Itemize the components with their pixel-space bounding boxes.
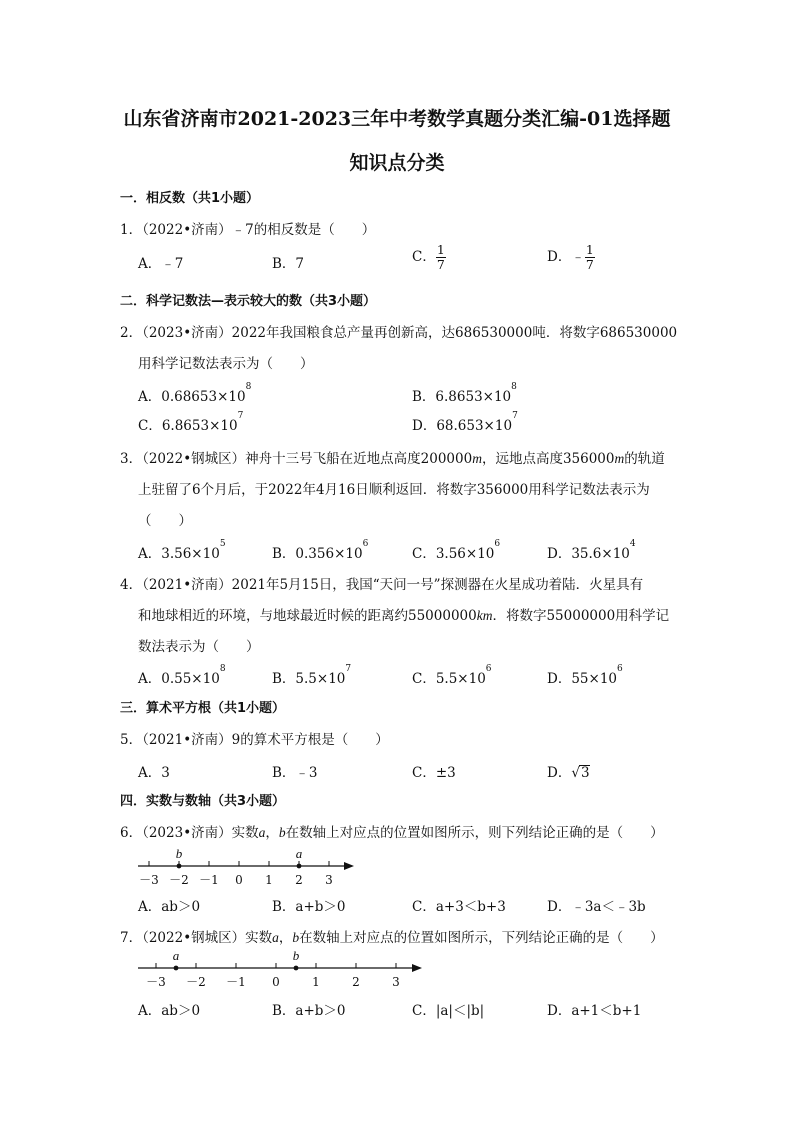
q2-option-c: C．$6.8653\times 10^7$ [138,411,244,434]
question-2-line-2: 用科学记数法表示为（ ） [138,356,314,372]
question-4-line-2: 和地球相近的环境，与地球最近时候的距离约55000000km．将数字55000000用科学记 [138,608,670,624]
tick-label: 3 [392,975,400,989]
question-7-stem: 7．（2022•钢城区）实数a，b在数轴上对应点的位置如图所示，下列结论正确的是（ ） [120,930,664,946]
fraction: $\frac{1}{7}$ [436,242,445,272]
q6-option-a: A．ab＞0 [138,899,201,915]
q1-option-a: A．﹣7 [138,256,184,272]
point-label-a: a [295,846,303,861]
q3-option-d: D．$35.6\times 10^4$ [547,539,636,562]
arrow-icon [412,964,422,972]
q6-option-d: D．﹣3a＜﹣3b [547,899,646,915]
q1-option-b: B．7 [272,256,305,272]
q1-option-d: D．﹣ $\frac{1}{7}$ [547,242,594,272]
q2-option-a: A．$0.68653\times 10^8$ [138,382,252,405]
tick-label: 2 [295,873,303,887]
question-2-line-1: 2．（2023•济南）2022年我国粮食总产量再创新高，达686530000吨．将数字686530000 [120,325,678,341]
q7-option-b: B．a+b＞0 [272,1003,346,1019]
tick-label: 1 [265,873,273,887]
q3-option-b: B．$0.356\times 10^6$ [272,539,369,562]
q3-option-a: A．$3.56\times 10^5$ [138,539,226,562]
section-heading: 二．科学记数法—表示较大的数（共3小题） [120,294,377,309]
q3-option-c: C．$3.56\times 10^6$ [412,539,501,562]
q7-option-a: A．ab＞0 [138,1003,201,1019]
question-3-line-3: （ ） [138,513,192,529]
section-heading: 一．相反数（共1小题） [120,191,260,206]
number-line-q7 [130,946,430,996]
question-4-line-1: 4．（2021•济南）2021年5月15日，我国“天问一号”探测器在火星成功着陆．火星具有 [120,577,644,593]
q7-option-d: D．a+1＜b+1 [547,1003,642,1019]
q5-option-a: A．3 [138,765,170,781]
arrow-icon [344,862,354,870]
tick-label: 0 [235,873,243,887]
q2-option-b: B．$6.8653\times 10^8$ [412,382,517,405]
q5-option-d: D．√3 [547,765,590,781]
q6-option-c: C．a+3＜b+3 [412,899,506,915]
q4-option-d: D．$55\times 10^6$ [547,664,623,687]
number-line-q6 [130,840,400,892]
point-label-a: a [172,948,180,963]
tick-label: －2 [186,975,206,989]
point-a [297,864,302,869]
point-b [294,966,299,971]
q7-option-c: C．|a|＜|b| [412,1003,485,1019]
page-title: 山东省济南市2021-2023三年中考数学真题分类汇编-01选择题 [123,108,671,130]
section-heading: 四．实数与数轴（共3小题） [120,794,286,809]
question-3-line-1: 3．（2022•钢城区）神舟十三号飞船在近地点高度200000m，远地点高度356000m的轨道 [120,451,665,467]
question-1-stem: 1．（2022•济南）﹣7的相反数是（ ） [120,222,376,238]
page-subtitle: 知识点分类 [349,152,445,174]
question-3-line-2: 上驻留了6个月后，于2022年4月16日顺利返回．将数字356000用科学记数法表示为 [138,482,650,498]
question-5-stem: 5．（2021•济南）9的算术平方根是（ ） [120,732,389,748]
tick-label: －1 [226,975,246,989]
question-6-stem: 6．（2023•济南）实数a，b在数轴上对应点的位置如图所示，则下列结论正确的是（ ） [120,825,664,841]
q2-option-d: D．$68.653\times 10^7$ [412,411,518,434]
q5-option-c: C．±3 [412,765,456,781]
q4-option-a: A．$0.55\times 10^8$ [138,664,226,687]
tick-label: 1 [312,975,320,989]
tick-label: －3 [146,975,166,989]
section-heading: 三．算术平方根（共1小题） [120,701,286,716]
q6-option-b: B．a+b＞0 [272,899,346,915]
tick-label: 3 [325,873,333,887]
tick-label: 2 [352,975,360,989]
q5-option-b: B．﹣3 [272,765,318,781]
q1-option-c: C． $\frac{1}{7}$ [412,242,445,272]
q4-option-b: B．$5.5\times 10^7$ [272,664,352,687]
question-4-line-3: 数法表示为（ ） [138,639,260,655]
tick-label: －3 [139,873,159,887]
point-label-b: b [292,948,300,963]
point-a [174,966,179,971]
sqrt-icon: √ [571,765,580,781]
q4-option-c: C．$5.5\times 10^6$ [412,664,492,687]
fraction: $\frac{1}{7}$ [585,242,594,272]
tick-label: 0 [272,975,280,989]
point-b [177,864,182,869]
tick-label: －2 [169,873,189,887]
tick-label: －1 [199,873,219,887]
point-label-b: b [175,846,183,861]
